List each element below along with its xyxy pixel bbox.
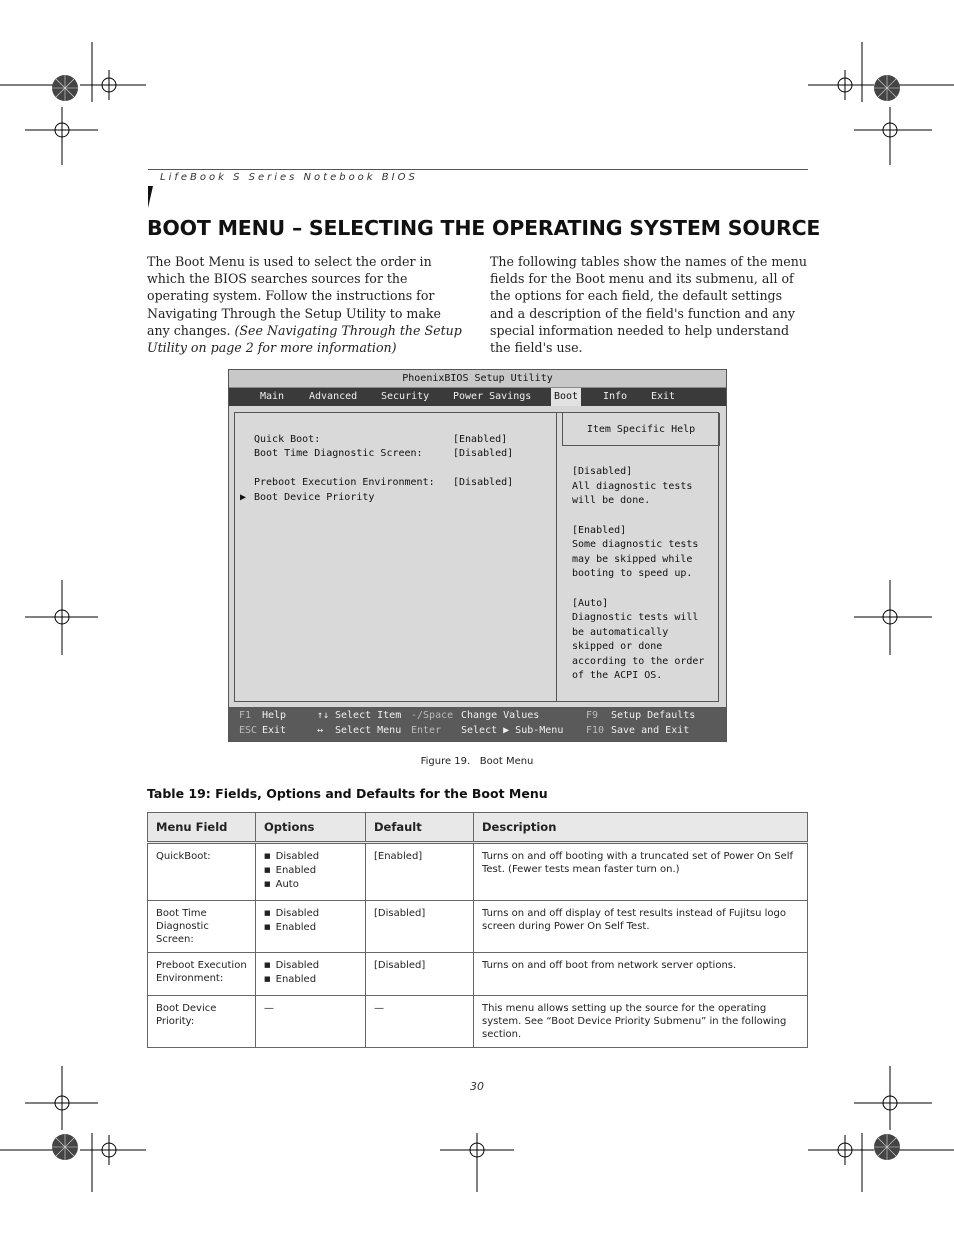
- f10-label: Save and Exit: [611, 725, 690, 736]
- option-item: ■ Auto: [264, 878, 357, 892]
- bios-help-line: be automatically: [572, 627, 669, 638]
- bios-footer: [229, 707, 726, 741]
- table-row: [148, 843, 808, 901]
- space-label: Change Values: [461, 710, 540, 721]
- cell-description: Turns on and off booting with a truncated set of Power On Self Test. (Fewer tests mean faster turn on.): [474, 843, 808, 901]
- option-item: ■ Disabled: [264, 850, 357, 864]
- running-head: LifeBook S Series Notebook BIOS: [160, 172, 418, 183]
- intro-left-text: The Boot Menu is used to select the order in which the BIOS searches sources for the operating system. Follow the instructions for Navigating Through the Setup Utility to make any changes.: [147, 254, 441, 338]
- option-item: ■ Enabled: [264, 921, 357, 935]
- bios-help-title: Item Specific Help: [562, 413, 720, 446]
- bios-divider: [556, 413, 557, 701]
- cell-field: Boot Time Diagnostic Screen:: [148, 901, 256, 953]
- col-header: Description: [474, 813, 808, 843]
- option-item: ■ Enabled: [264, 973, 357, 987]
- cell-options: —: [256, 996, 366, 1048]
- bios-help-line: [Disabled]: [572, 466, 633, 477]
- col-header: Options: [256, 813, 366, 843]
- updown-label: Select Item: [335, 710, 402, 721]
- bios-help-line: may be skipped while: [572, 554, 693, 565]
- header-rule: [148, 169, 808, 170]
- bios-field-quick-boot[interactable]: Quick Boot:: [254, 434, 321, 445]
- bios-help-line: skipped or done: [572, 641, 663, 652]
- enter-label: Select ▶ Sub-Menu: [461, 725, 564, 736]
- cell-description: Turns on and off boot from network server options.: [474, 953, 808, 996]
- bios-menu-info[interactable]: Info: [603, 391, 628, 402]
- bios-menu-security[interactable]: Security: [381, 391, 430, 402]
- intro-left: [147, 253, 465, 356]
- bios-value-diagnostic[interactable]: [Disabled]: [453, 448, 514, 459]
- bios-menu-advanced[interactable]: Advanced: [309, 391, 358, 402]
- bios-menu-main[interactable]: Main: [260, 391, 285, 402]
- col-header: Default: [366, 813, 474, 843]
- cell-default: [Disabled]: [366, 901, 474, 953]
- leftright-arrows-icon: ↔: [317, 725, 324, 736]
- bios-help-line: of the ACPI OS.: [572, 670, 663, 681]
- bios-screenshot: [228, 369, 727, 742]
- leftright-label: Select Menu: [335, 725, 402, 736]
- table-row: [148, 901, 808, 953]
- f1-key: F1: [239, 710, 252, 721]
- col-header: Menu Field: [148, 813, 256, 843]
- bios-help-line: Some diagnostic tests: [572, 539, 699, 550]
- option-item: ■ Disabled: [264, 907, 357, 921]
- cell-description: This menu allows setting up the source for the operating system. See “Boot Device Priority Submenu” in the following section.: [474, 996, 808, 1048]
- bios-main-panel: [234, 412, 719, 702]
- bios-help-line: Diagnostic tests will: [572, 612, 699, 623]
- bios-help-line: All diagnostic tests: [572, 481, 693, 492]
- page-number: 30: [470, 1080, 484, 1093]
- table-row: [148, 996, 808, 1048]
- intro-left-italic: (See Navigating Through the Setup Utility on page 2 for more information): [147, 322, 462, 356]
- f10-key: F10: [586, 725, 605, 736]
- cell-field: Preboot Execution Environment:: [148, 953, 256, 996]
- bios-help-line: will be done.: [572, 495, 651, 506]
- table-row: [148, 953, 808, 996]
- cell-options: [256, 843, 366, 901]
- table-title: Table 19: Fields, Options and Defaults for the Boot Menu: [147, 786, 548, 801]
- submenu-arrow-icon: ▶: [240, 492, 247, 503]
- bios-field-diagnostic[interactable]: Boot Time Diagnostic Screen:: [254, 448, 423, 459]
- bios-title: PhoenixBIOS Setup Utility: [229, 370, 726, 388]
- table-header-row: [148, 813, 808, 843]
- enter-key: Enter: [411, 725, 442, 736]
- cell-options: [256, 901, 366, 953]
- bios-value-preboot[interactable]: [Disabled]: [453, 477, 514, 488]
- cell-field: Boot Device Priority:: [148, 996, 256, 1048]
- bios-menu-power-savings[interactable]: Power Savings: [453, 391, 532, 402]
- cell-default: —: [366, 996, 474, 1048]
- page-title: BOOT MENU – SELECTING THE OPERATING SYSTEM SOURCE: [147, 216, 821, 240]
- option-item: ■ Disabled: [264, 959, 357, 973]
- cell-default: [Enabled]: [366, 843, 474, 901]
- f9-label: Setup Defaults: [611, 710, 696, 721]
- bios-menu-exit[interactable]: Exit: [651, 391, 676, 402]
- bios-help-line: [Auto]: [572, 598, 609, 609]
- cell-default: [Disabled]: [366, 953, 474, 996]
- space-key: -/Space: [411, 710, 454, 721]
- cell-field: QuickBoot:: [148, 843, 256, 901]
- esc-label: Exit: [262, 725, 287, 736]
- bios-field-preboot[interactable]: Preboot Execution Environment:: [254, 477, 435, 488]
- f1-label: Help: [262, 710, 287, 721]
- bios-menu-boot[interactable]: Boot: [551, 388, 581, 406]
- option-item: ■ Enabled: [264, 864, 357, 878]
- intro-right: The following tables show the names of the menu fields for the Boot menu and its submenu, all of the options for each field, the default settings and a description of the field's function and any special information needed to help understand the field's use.: [490, 254, 807, 356]
- bios-value-quick-boot[interactable]: [Enabled]: [453, 434, 508, 445]
- bios-menu-bar: [229, 388, 726, 406]
- cell-options: [256, 953, 366, 996]
- bios-field-boot-device-priority[interactable]: Boot Device Priority: [254, 492, 375, 503]
- f9-key: F9: [586, 710, 599, 721]
- bios-help-line: according to the order: [572, 656, 705, 667]
- bios-help-line: booting to speed up.: [572, 568, 693, 579]
- esc-key: ESC: [239, 725, 258, 736]
- updown-arrows-icon: ↑↓: [317, 710, 330, 721]
- bios-help-line: [Enabled]: [572, 525, 627, 536]
- figure-caption: Figure 19. Boot Menu: [420, 756, 534, 767]
- boot-menu-table: [147, 812, 808, 1048]
- cell-description: Turns on and off display of test results instead of Fujitsu logo screen during Power On Self Test.: [474, 901, 808, 953]
